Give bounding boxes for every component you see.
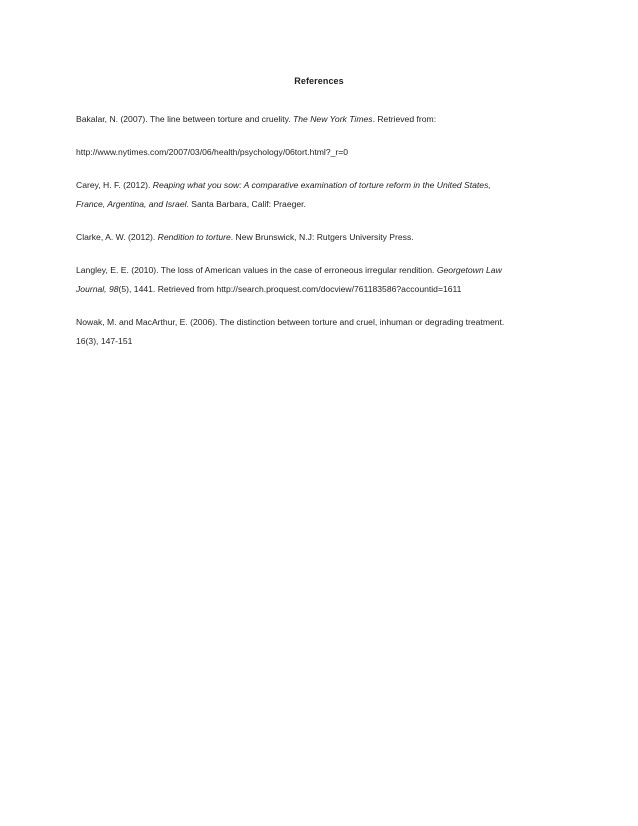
reference-italic-text: Georgetown Law [436, 265, 502, 275]
reference-entry [76, 313, 566, 351]
reference-entry [76, 110, 566, 129]
reference-text: Nowak, M. and MacArthur, E. (2006). The distinction between torture and cruel, inhuman or degrading treatment. [76, 317, 505, 327]
reference-line [76, 261, 566, 280]
reference-entry [76, 228, 566, 247]
reference-text: http://www.nytimes.com/2007/03/06/health/psychology/06tort.html?_r=0 [76, 147, 349, 157]
reference-italic-text: Reaping what you sow: A comparative examination of torture reform in the United States, [152, 180, 491, 190]
reference-text: . Retrieved from: [372, 114, 437, 124]
reference-italic-text: France, Argentina, and Israel [76, 199, 187, 209]
reference-spacer [76, 299, 566, 313]
reference-spacer [76, 247, 566, 261]
reference-italic-text: Rendition to torture [157, 232, 231, 242]
reference-list [76, 110, 566, 351]
reference-italic-text: Journal, 98 [76, 284, 119, 294]
page-title: References [294, 76, 344, 86]
reference-text: Clarke, A. W. (2012). [76, 232, 158, 242]
reference-italic-text: The New York Times [293, 114, 373, 124]
reference-text: (5), 1441. Retrieved from http://search.proquest.com/docview/761183586?accountid=1611 [118, 284, 462, 294]
reference-line [76, 176, 566, 195]
reference-line [76, 195, 566, 214]
reference-spacer [76, 214, 566, 228]
reference-spacer [76, 162, 566, 176]
reference-spacer [76, 129, 566, 143]
reference-line [76, 110, 566, 129]
reference-line [76, 228, 566, 247]
reference-text: 16(3), 147-151 [76, 336, 133, 346]
reference-text: . New Brunswick, N.J: Rutgers University Press. [230, 232, 414, 242]
reference-line [76, 280, 566, 299]
reference-line [76, 332, 566, 351]
reference-entry [76, 143, 566, 162]
reference-line [76, 143, 566, 162]
reference-text: Langley, E. E. (2010). The loss of American values in the case of erroneous irregular rendition. [76, 265, 437, 275]
reference-entry [76, 176, 566, 214]
reference-text: Bakalar, N. (2007). The line between torture and cruelity. [76, 114, 294, 124]
reference-text: Carey, H. F. (2012). [76, 180, 153, 190]
reference-line [76, 313, 566, 332]
reference-text: . Santa Barbara, Calif: Praeger. [186, 199, 306, 209]
reference-entry [76, 261, 566, 299]
